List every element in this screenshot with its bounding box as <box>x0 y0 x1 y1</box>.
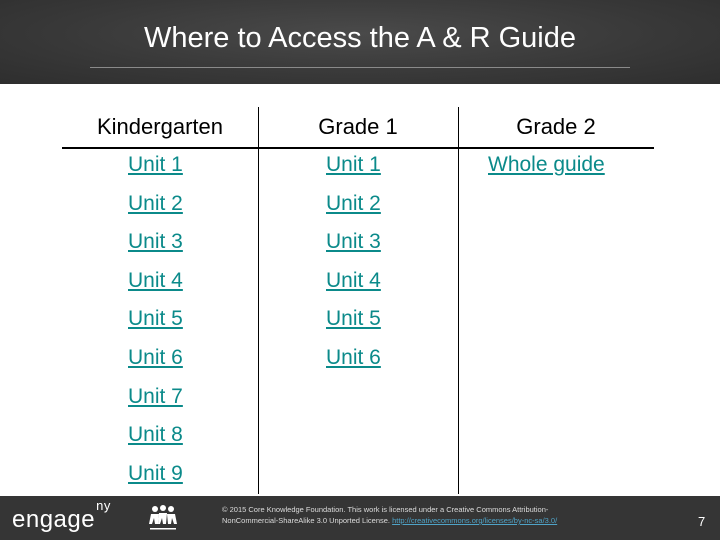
title-divider <box>90 67 630 68</box>
unit-link[interactable]: Unit 3 <box>128 230 183 254</box>
list-item <box>128 304 183 343</box>
unit-link[interactable]: Unit 1 <box>326 153 381 176</box>
slide-header <box>0 0 720 84</box>
page-number: 7 <box>698 514 706 529</box>
column-divider <box>258 107 259 494</box>
list-item <box>488 150 605 189</box>
unit-link[interactable]: Unit 3 <box>326 230 381 254</box>
unit-link[interactable]: Unit 5 <box>326 307 381 331</box>
list-item <box>128 420 183 459</box>
list-item <box>128 227 183 266</box>
list-item <box>128 266 183 305</box>
brand-name: engage <box>12 506 96 533</box>
brand-suffix: ny <box>96 498 111 513</box>
column-header-grade-2: Grade 2 <box>516 114 596 139</box>
unit-link[interactable]: Unit 6 <box>128 345 183 369</box>
whole-guide-link[interactable]: Whole guide <box>488 153 605 176</box>
header-underline <box>62 147 654 149</box>
list-item <box>326 304 381 343</box>
slide-footer <box>0 496 720 540</box>
license-text: NonCommercial-ShareAlike 3.0 Unported License. <box>222 516 393 525</box>
list-item <box>128 459 183 498</box>
column-header-kindergarten: Kindergarten <box>97 114 223 139</box>
grade-2-list <box>488 150 605 189</box>
unit-link[interactable]: Unit 2 <box>326 191 381 215</box>
license-notice <box>222 504 642 526</box>
unit-link[interactable]: Unit 9 <box>128 461 183 485</box>
unit-link[interactable]: Unit 6 <box>326 345 381 369</box>
core-knowledge-logo-icon <box>146 504 180 534</box>
list-item <box>128 150 183 189</box>
list-item <box>128 343 183 382</box>
unit-link[interactable]: Unit 4 <box>326 268 381 292</box>
grade-1-unit-list <box>326 150 381 382</box>
list-item <box>326 150 381 189</box>
unit-link[interactable]: Unit 2 <box>128 191 183 215</box>
engageny-logo <box>12 498 111 534</box>
kindergarten-unit-list <box>128 150 183 497</box>
column-divider <box>458 107 459 494</box>
slide-content <box>0 84 720 496</box>
list-item <box>326 189 381 228</box>
unit-link[interactable]: Unit 4 <box>128 268 183 292</box>
license-link[interactable]: http://creativecommons.org/licenses/by-nc-sa/3.0/ <box>392 516 558 525</box>
list-item <box>326 343 381 382</box>
list-item <box>326 227 381 266</box>
list-item <box>128 382 183 421</box>
list-item <box>326 266 381 305</box>
column-header-grade-1: Grade 1 <box>318 114 398 139</box>
unit-link[interactable]: Unit 7 <box>128 384 183 408</box>
license-text: © 2015 Core Knowledge Foundation. This work is licensed under a Creative Commons Attribution- <box>222 505 549 514</box>
unit-link[interactable]: Unit 8 <box>128 423 183 447</box>
list-item <box>128 189 183 228</box>
slide-title: Where to Access the A & R Guide <box>144 22 576 54</box>
unit-link[interactable]: Unit 5 <box>128 307 183 331</box>
unit-link[interactable]: Unit 1 <box>128 153 183 176</box>
